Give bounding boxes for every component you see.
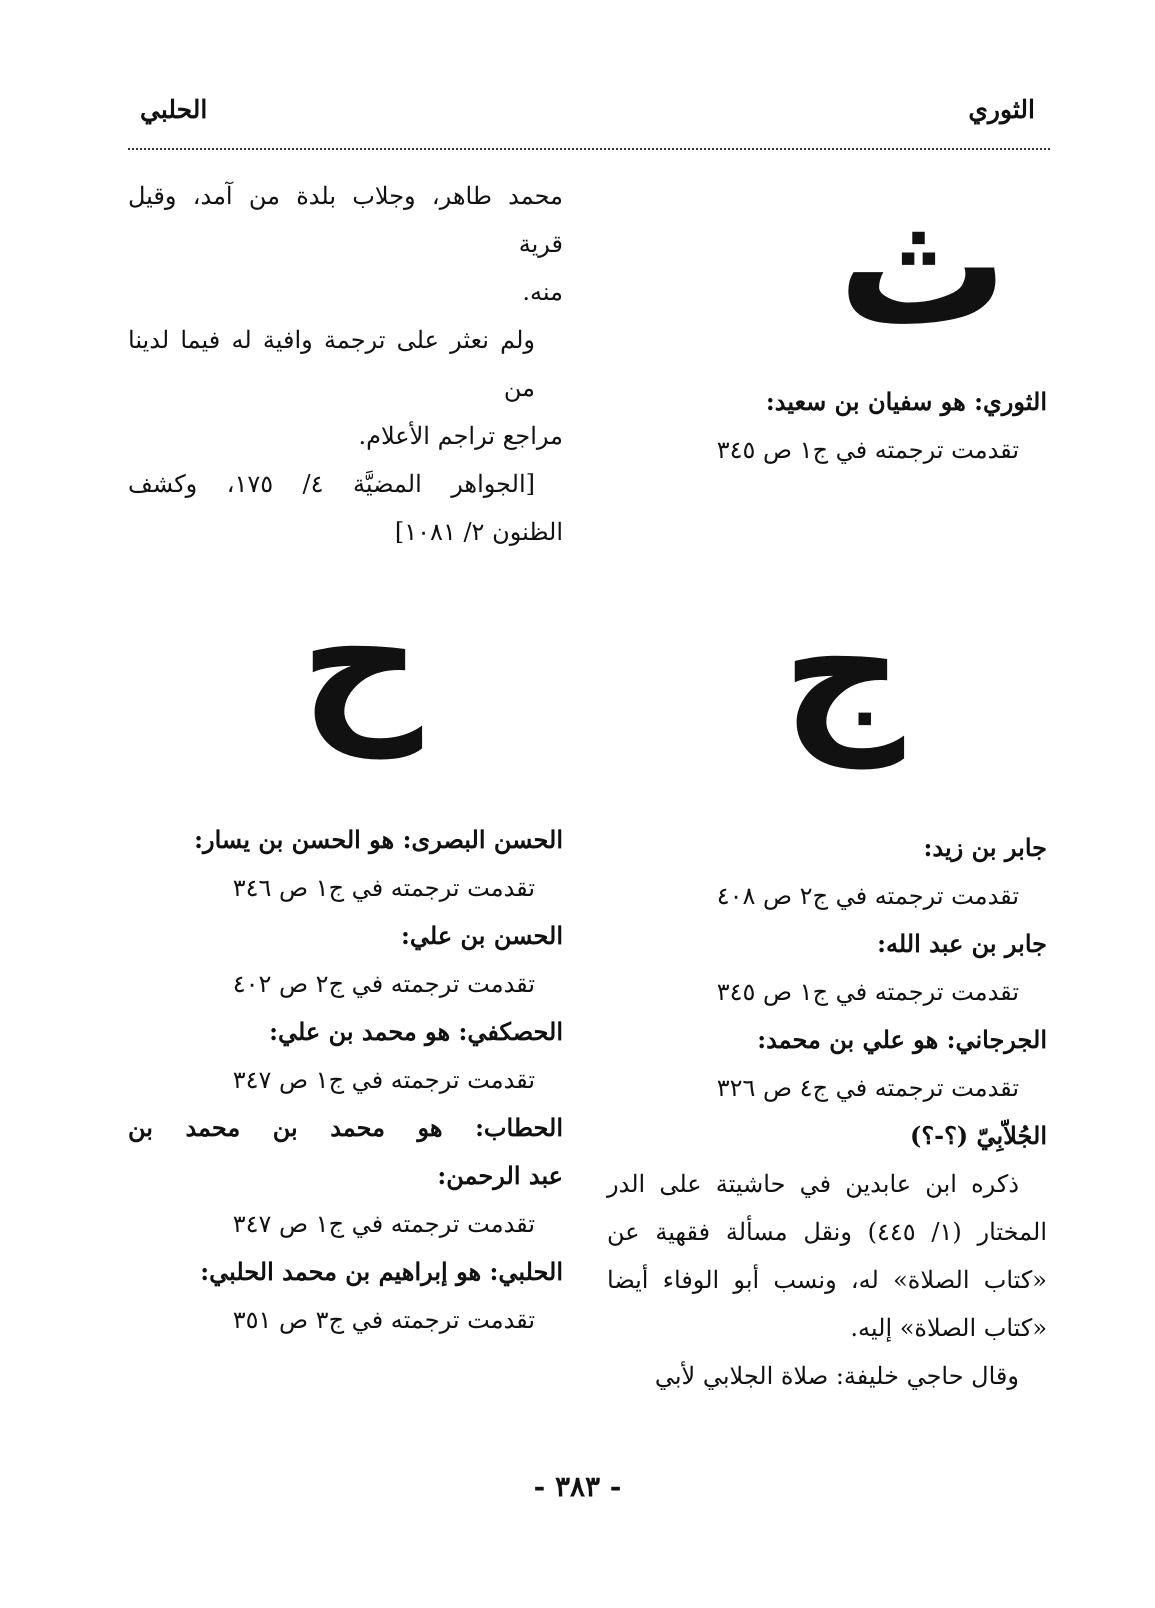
entry-reference: تقدمت ترجمته في ج١ ص ٣٤٧	[232, 1210, 535, 1238]
text-line: ذكره ابن عابدين في حاشيتة على الدر	[607, 1170, 1019, 1198]
text-line: المختار (١/ ٤٤٥) ونقل مسألة فقهية عن	[607, 1218, 1047, 1246]
text-line: [الجواهر المضيَّة ٤/ ١٧٥، وكشف	[128, 470, 535, 498]
page-number: - ٣٨٣ -	[533, 1470, 622, 1503]
entry-reference: تقدمت ترجمته في ج٣ ص ٣٥١	[232, 1306, 535, 1334]
entry-reference: تقدمت ترجمته في ج٢ ص ٤٠٢	[232, 970, 535, 998]
section-letter-tha: ث	[837, 166, 1009, 364]
entry-title: الحسن البصرى: هو الحسن بن يسار:	[194, 825, 563, 854]
continuation-paragraph	[128, 172, 563, 556]
section-letter-jim: ج	[781, 571, 905, 769]
entry-reference: تقدمت ترجمته في ج١ ص ٣٤٧	[232, 1066, 535, 1094]
text-line: منه.	[522, 278, 563, 306]
entry-title: الحلبي: هو إبراهيم بن محمد الحلبي:	[200, 1257, 563, 1286]
entry-title: الحطاب: هو محمد بن محمد بن	[128, 1113, 563, 1142]
section-letter-ha: ح	[299, 561, 423, 759]
text-line: محمد طاهر، وجلاب بلدة من آمد، وقيل قرية	[128, 182, 563, 258]
jim-entries	[607, 824, 1047, 1400]
entry-title: جابر بن زيد:	[923, 833, 1047, 862]
entry-reference: تقدمت ترجمته في ج١ ص ٣٤٥	[716, 436, 1019, 464]
entry-thawri	[607, 378, 1047, 474]
entry-reference: تقدمت ترجمته في ج٤ ص ٣٢٦	[716, 1074, 1019, 1102]
text-line: «كتاب الصلاة» له، ونسب أبو الوفاء أيضا	[607, 1266, 1047, 1294]
entry-title-cont: عبد الرحمن:	[437, 1161, 563, 1190]
entry-title: الحصكفي: هو محمد بن علي:	[269, 1017, 563, 1046]
running-header-left: الحلبي	[140, 95, 208, 124]
entry-title: الجُلاّبِيّ (؟-؟)	[910, 1121, 1047, 1150]
entry-title: الجرجاني: هو علي بن محمد:	[757, 1025, 1047, 1054]
entry-title: جابر بن عبد الله:	[877, 929, 1047, 958]
text-line: «كتاب الصلاة» إليه.	[850, 1314, 1047, 1342]
ha-entries	[128, 816, 563, 1344]
text-line: الظنون ٢/ ١٠٨١]	[394, 518, 563, 546]
entry-title: الثوري: هو سفيان بن سعيد:	[765, 387, 1047, 416]
running-header-right: الثوري	[968, 95, 1035, 124]
entry-reference: تقدمت ترجمته في ج١ ص ٣٤٥	[716, 978, 1019, 1006]
text-line: ولم نعثر على ترجمة وافية له فيما لدينا من	[128, 326, 535, 402]
header-dotted-rule	[128, 148, 1050, 150]
entry-title: الحسن بن علي:	[401, 921, 563, 950]
text-line: مراجع تراجم الأعلام.	[358, 422, 563, 450]
entry-reference: تقدمت ترجمته في ج١ ص ٣٤٦	[232, 874, 535, 902]
entry-reference: تقدمت ترجمته في ج٢ ص ٤٠٨	[716, 882, 1019, 910]
text-line: وقال حاجي خليفة: صلاة الجلابي لأبي	[654, 1362, 1019, 1390]
